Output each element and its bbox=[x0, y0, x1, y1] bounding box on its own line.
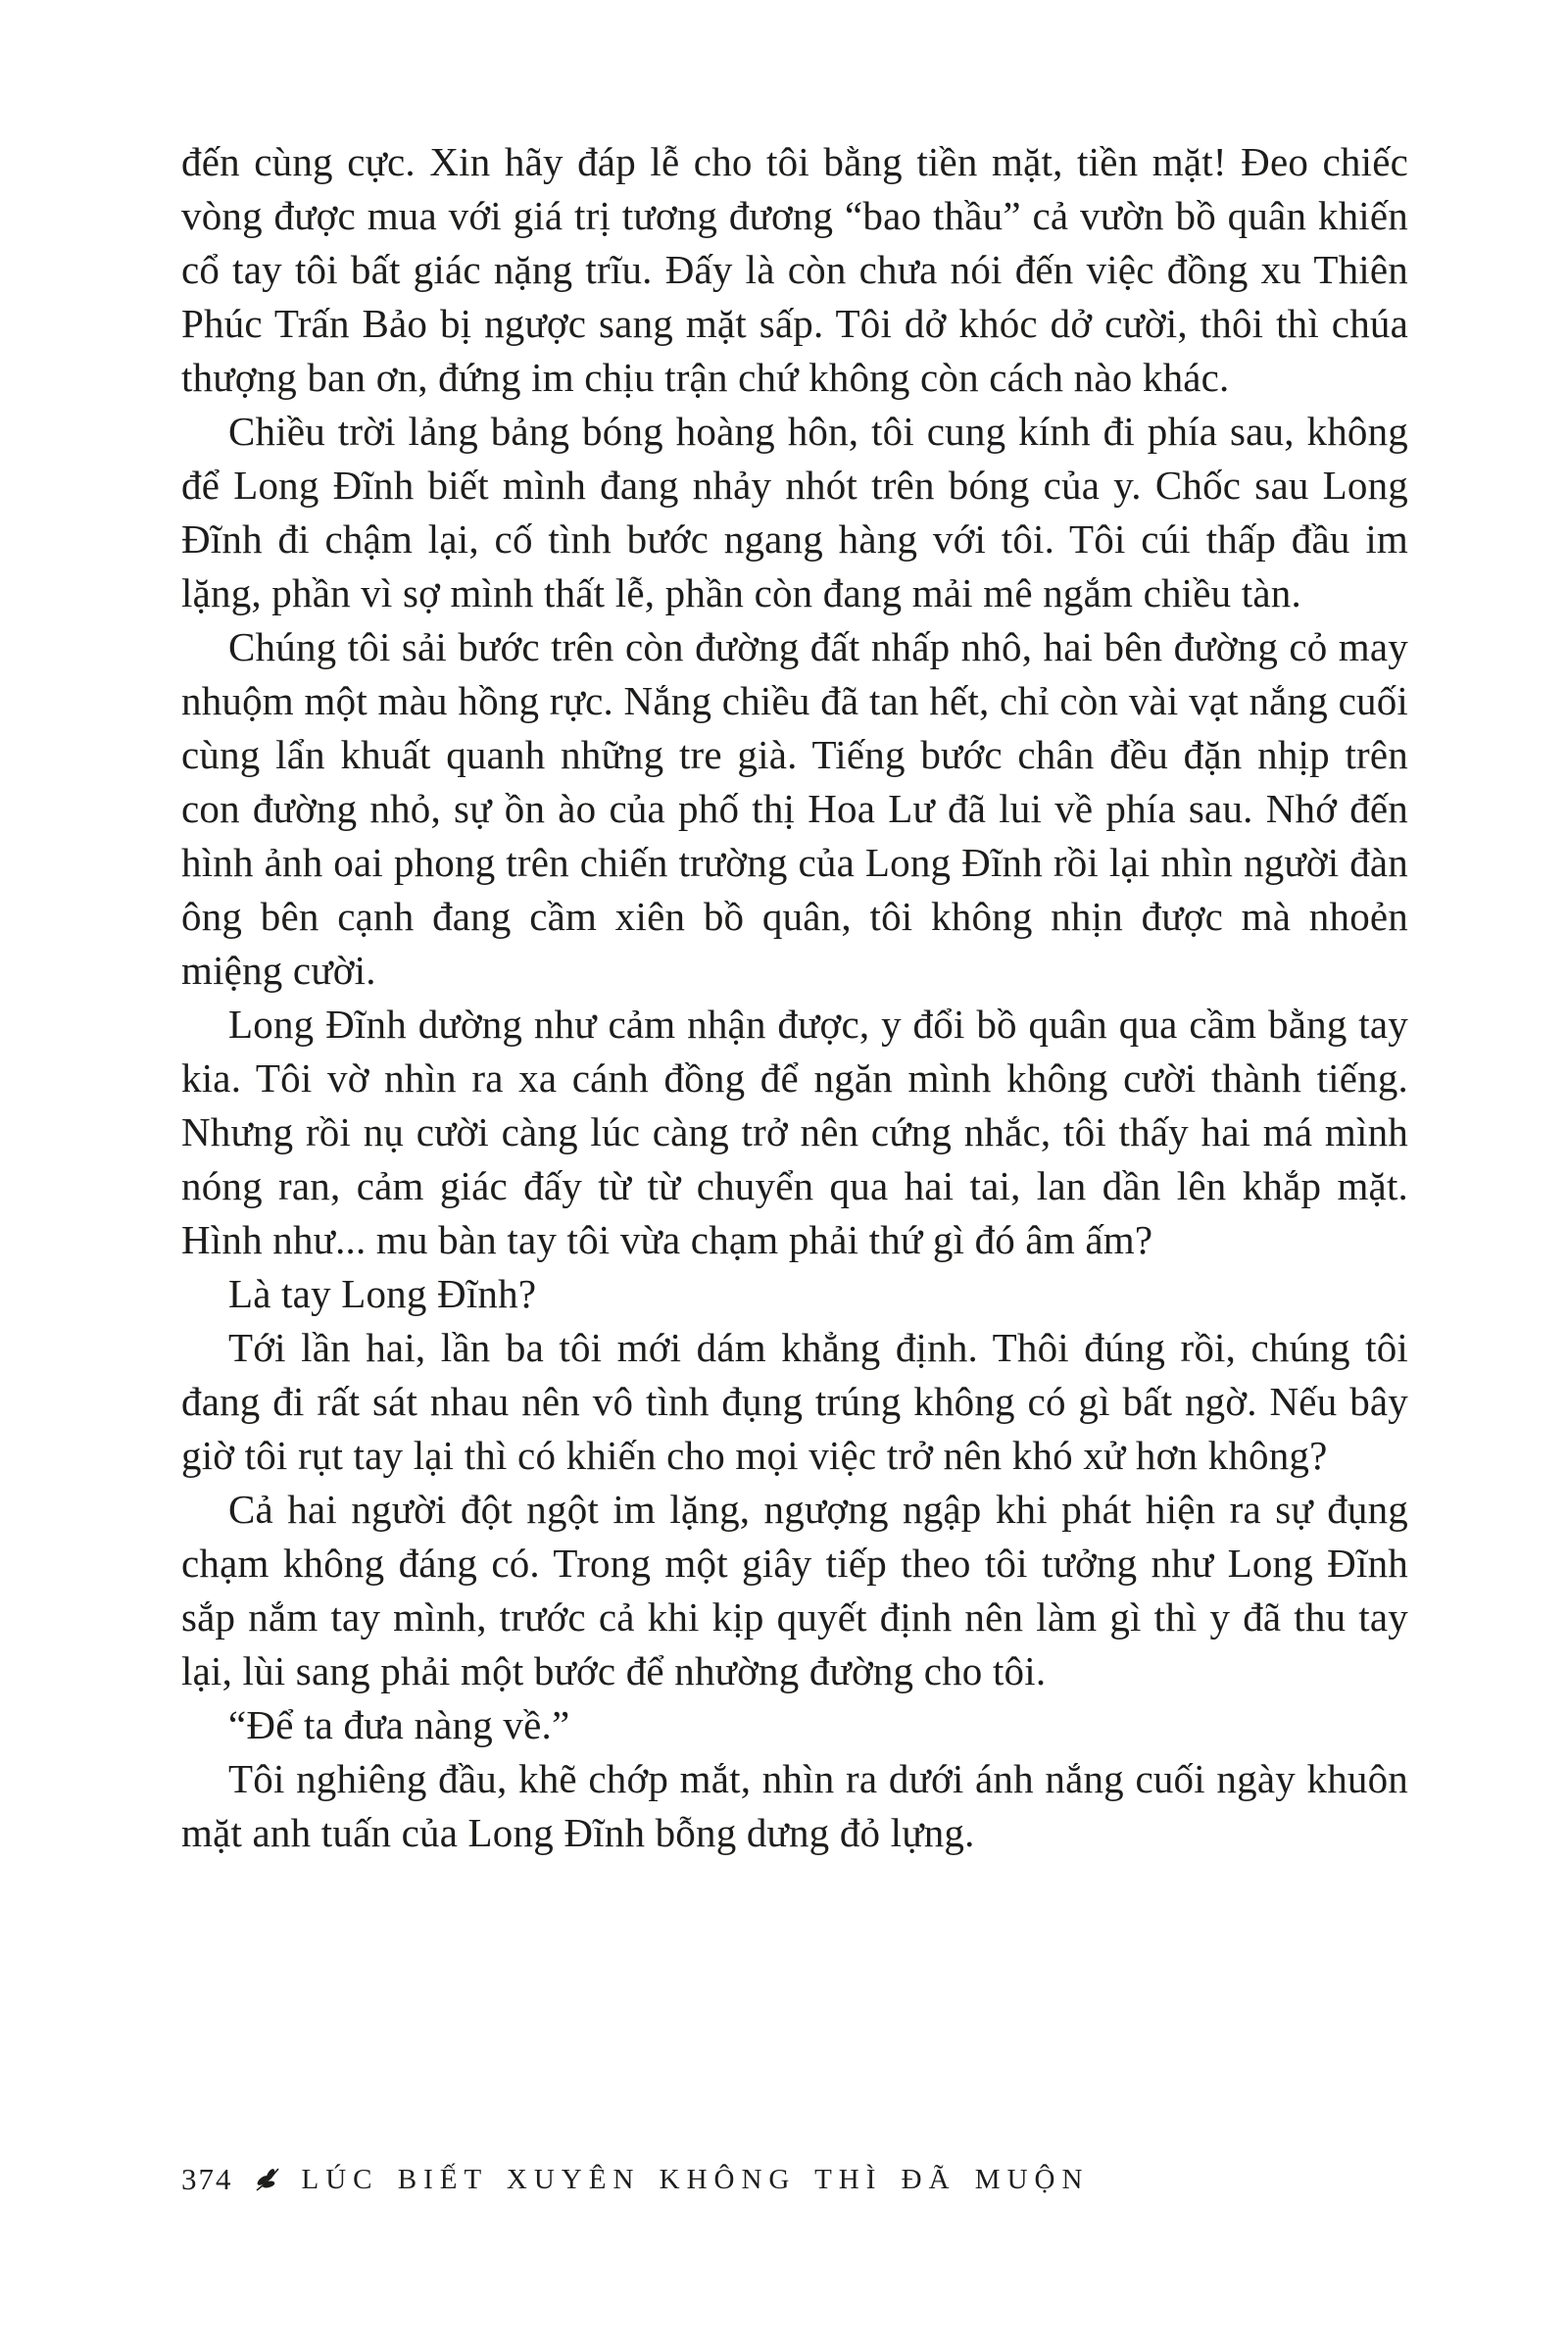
body-paragraph: Tôi nghiêng đầu, khẽ chớp mắt, nhìn ra dưới ánh nắng cuối ngày khuôn mặt anh tuấn của Long Đĩnh bỗng dưng đỏ lựng. bbox=[181, 1756, 1408, 1855]
sprig-fleuron-icon bbox=[251, 2163, 284, 2196]
page-footer bbox=[181, 2162, 1089, 2197]
body-paragraph: Chúng tôi sải bước trên còn đường đất nhấp nhô, hai bên đường cỏ may nhuộm một màu hồng rực. Nắng chiều đã tan hết, chỉ còn vài vạt nắng cuối cùng lẩn khuất quanh những tre già. Tiếng bước chân đều đặn nhịp trên con đường nhỏ, sự ồn ào của phố thị Hoa Lư đã lui về phía sau. Nhớ đến hình ảnh oai phong trên chiến trường của Long Đĩnh rồi lại nhìn người đàn ông bên cạnh đang cầm xiên bồ quân, tôi không nhịn được mà nhoẻn miệng cười. bbox=[181, 624, 1408, 993]
page-body-text bbox=[181, 135, 1408, 1860]
running-title: LÚC BIẾT XUYÊN KHÔNG THÌ ĐÃ MUỘN bbox=[301, 2163, 1090, 2195]
body-paragraph: đến cùng cực. Xin hãy đáp lễ cho tôi bằng tiền mặt, tiền mặt! Đeo chiếc vòng được mua với giá trị tương đương “bao thầu” cả vườn bồ quân khiến cổ tay tôi bất giác nặng trĩu. Đấy là còn chưa nói đến việc đồng xu Thiên Phúc Trấn Bảo bị ngược sang mặt sấp. Tôi dở khóc dở cười, thôi thì chúa thượng ban ơn, đứng im chịu trận chứ không còn cách nào khác. bbox=[181, 139, 1408, 400]
body-paragraph: Là tay Long Đĩnh? bbox=[228, 1271, 537, 1316]
body-paragraph: “Để ta đưa nàng về.” bbox=[228, 1702, 570, 1747]
body-paragraph: Cả hai người đột ngột im lặng, ngượng ngập khi phát hiện ra sự đụng chạm không đáng có. Trong một giây tiếp theo tôi tưởng như Long Đĩnh sắp nắm tay mình, trước cả khi kịp quyết định nên làm gì thì y đã thu tay lại, lùi sang phải một bước để nhường đường cho tôi. bbox=[181, 1487, 1408, 1693]
page-number: 374 bbox=[181, 2162, 233, 2196]
body-paragraph: Long Đĩnh dường như cảm nhận được, y đổi bồ quân qua cầm bằng tay kia. Tôi vờ nhìn ra xa cánh đồng để ngăn mình không cười thành tiếng. Nhưng rồi nụ cười càng lúc càng trở nên cứng nhắc, tôi thấy hai má mình nóng ran, cảm giác đấy từ từ chuyển qua hai tai, lan dần lên khắp mặt. Hình như... mu bàn tay tôi vừa chạm phải thứ gì đó âm ấm? bbox=[181, 1002, 1408, 1262]
body-paragraph: Tới lần hai, lần ba tôi mới dám khẳng định. Thôi đúng rồi, chúng tôi đang đi rất sát nhau nên vô tình đụng trúng không có gì bất ngờ. Nếu bây giờ tôi rụt tay lại thì có khiến cho mọi việc trở nên khó xử hơn không? bbox=[181, 1325, 1408, 1478]
body-paragraph: Chiều trời lảng bảng bóng hoàng hôn, tôi cung kính đi phía sau, không để Long Đĩnh biết mình đang nhảy nhót trên bóng của y. Chốc sau Long Đĩnh đi chậm lại, cố tình bước ngang hàng với tôi. Tôi cúi thấp đầu im lặng, phần vì sợ mình thất lễ, phần còn đang mải mê ngắm chiều tàn. bbox=[181, 409, 1408, 615]
